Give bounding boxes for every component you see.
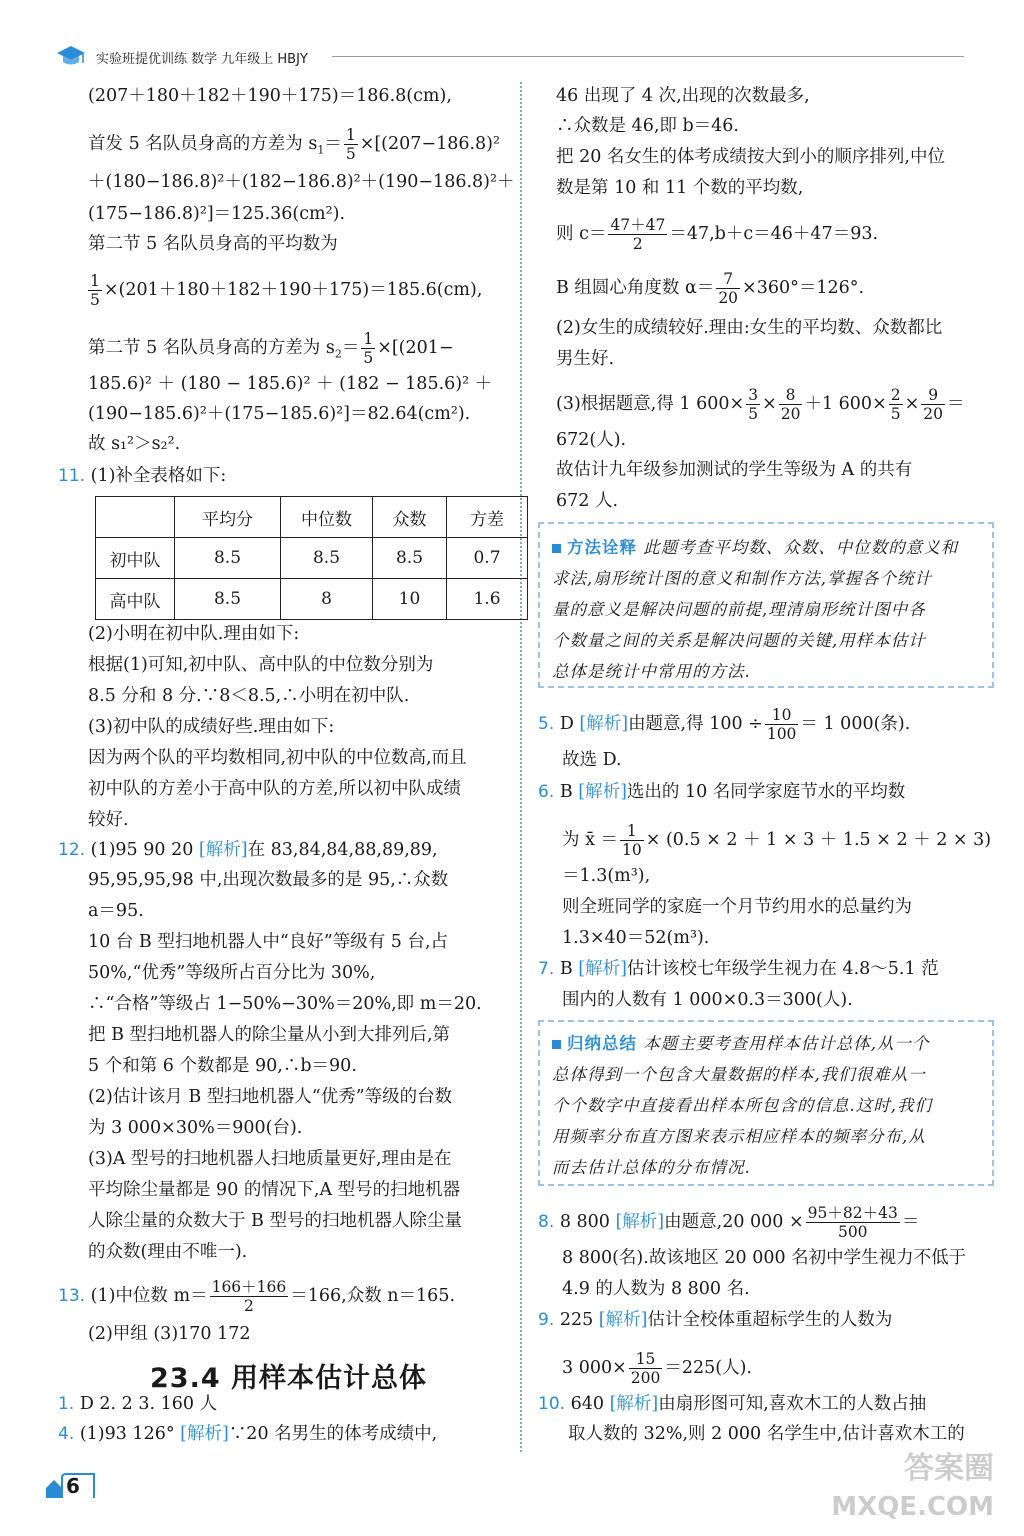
- fraction: $\frac{1}{5}$: [363, 330, 374, 367]
- table-cell: 1.6: [447, 579, 528, 620]
- question-12: 12. (1)95 90 20 [解析]在 83,84,84,88,89,89,: [58, 840, 438, 860]
- text-line: 8.5 分和 8 分.∵8＜8.5,∴小明在初中队.: [88, 686, 410, 706]
- text-line: ∴“合格”等级占 1−50%−30%＝20%,即 m＝20.: [88, 994, 482, 1014]
- note-line: 而去估计总体的分布情况.: [552, 1158, 751, 1177]
- table-cell: 8.5: [175, 579, 281, 620]
- formula-line: B 组圆心角度数 α＝ $\frac{7}{20}$ ×360°＝126°.: [556, 270, 865, 307]
- text-line: 初中队的方差小于高中队的方差,所以初中队成绩: [88, 779, 462, 799]
- text-line: 4.9 的人数为 8 800 名.: [562, 1279, 750, 1299]
- question-9: 9. 225 [解析]估计全校体重超标学生的人数为: [538, 1310, 893, 1330]
- text-line: (2)小明在初中队.理由如下:: [88, 624, 300, 644]
- analysis-tag: [解析]: [609, 1394, 659, 1414]
- analysis-tag: [解析]: [579, 714, 629, 734]
- text-line: (190−185.6)²＋(175−185.6)²]＝82.64(cm²).: [88, 404, 471, 424]
- question-13: 13. (1)中位数 m＝ $\frac{166+166}{2}$ ＝166,众数 n＝165.: [58, 1278, 456, 1315]
- text-line: 围内的人数有 1 000×0.3＝300(人).: [562, 990, 853, 1010]
- note-line: 个个数字中直接看出样本所包含的信息.这时,我们: [552, 1096, 932, 1115]
- summary-note-box: 归纳总结 本题主要考查用样本估计总体,从一个 总体得到一个包含大量数据的样本,我们很难从一 个个数字中直接看出样本所包含的信息.这时,我们 用频率分布直方图来表示相应样本的频率分布,从 而去估计总体的分布情况.: [538, 1020, 994, 1186]
- formula-line: $\frac{1}{5}$ ×(201＋180＋182＋190＋175)＝185.6(cm),: [90, 272, 483, 309]
- text-line: 8 800(名).故该地区 20 000 名初中学生视力不低于: [562, 1248, 967, 1268]
- text-line: 人除尘量的众数大于 B 型号的扫地机器人除尘量: [88, 1211, 462, 1231]
- table-cell: 初中队: [96, 538, 175, 579]
- table-cell: 8.5: [281, 538, 373, 579]
- method-note-box: 方法诠释 此题考查平均数、众数、中位数的意义和 求法,扇形统计图的意义和制作方法,掌握各个统计 量的意义是解决问题的前提,理清扇形统计图中各 个数量之间的关系是解决问题的关键,用样本估计 总体是统计中常用的方法.: [538, 522, 994, 688]
- quick-answers: 1. D 2. 2 3. 160 人: [58, 1394, 218, 1414]
- table-cell: 8: [281, 579, 373, 620]
- text-line: 因为两个队的平均数相同,初中队的中位数高,而且: [88, 748, 467, 768]
- text-line: 10 台 B 型扫地机器人中“良好”等级有 5 台,占: [88, 932, 449, 952]
- text-line: 672 人.: [556, 491, 619, 511]
- fraction: $\frac{47+47}{2}$: [610, 216, 666, 253]
- page-number-badge: [44, 1468, 100, 1502]
- fraction: $\frac{8}{20}$: [780, 386, 801, 423]
- table-cell: 8.5: [373, 538, 447, 579]
- table-cell: 0.7: [447, 538, 528, 579]
- analysis-tag: [解析]: [598, 1310, 648, 1330]
- text-line: 较好.: [88, 810, 129, 830]
- fraction: $\frac{1}{10}$: [622, 822, 642, 859]
- text-line: 46 出现了 4 次,出现的次数最多,: [556, 86, 810, 106]
- fraction: $\frac{15}{200}$: [630, 1350, 661, 1387]
- note-line: 总体得到一个包含大量数据的样本,我们很难从一: [552, 1065, 926, 1084]
- table-cell: [96, 497, 175, 538]
- table-header-cell: 众数: [373, 497, 447, 538]
- text-line: 1.3×40＝52(m³).: [562, 928, 710, 948]
- table-header-cell: 方差: [447, 497, 528, 538]
- formula-line: 为 x̄ ＝ $\frac{1}{10}$ × (0.5 × 2 ＋ 1 × 3 ＋ 1.5 × 2 ＋ 2 × 3): [562, 822, 992, 859]
- note-heading: 归纳总结: [567, 1034, 637, 1053]
- fraction: $\frac{10}{100}$: [766, 706, 797, 743]
- text-line: 故选 D.: [562, 750, 622, 770]
- fraction: $\frac{95+82+43}{500}$: [807, 1204, 898, 1241]
- fraction: $\frac{1}{5}$: [90, 272, 100, 309]
- note-heading: 方法诠释: [567, 538, 637, 557]
- table-cell: 高中队: [96, 579, 175, 620]
- text-line: ∴众数是 46,即 b＝46.: [556, 116, 739, 136]
- note-square-icon: [552, 544, 561, 553]
- formula-line: 首发 5 名队员身高的方差为 $s_1=$ $\frac{1}{5}$ ×[(207−186.8)²: [88, 126, 501, 163]
- text-line: (2)估计该月 B 型扫地机器人“优秀”等级的台数: [88, 1087, 453, 1107]
- question-11: 11. (1)补全表格如下:: [58, 466, 227, 486]
- table-header-row: [96, 497, 528, 538]
- table-row: [96, 538, 528, 579]
- table-cell: 10: [373, 579, 447, 620]
- text-line: 根据(1)可知,初中队、高中队的中位数分别为: [88, 655, 434, 675]
- note-line: 个数量之间的关系是解决问题的关键,用样本估计: [552, 631, 926, 650]
- formula-line: 3 000× $\frac{15}{200}$ ＝225(人).: [562, 1350, 752, 1387]
- fraction: $\frac{9}{20}$: [923, 386, 944, 423]
- text-line: (3)A 型号的扫地机器人扫地质量更好,理由是在: [88, 1149, 452, 1169]
- note-line: 用频率分布直方图来表示相应样本的频率分布,从: [552, 1127, 926, 1146]
- text-line: 平均除尘量都是 90 的情况下,A 型号的扫地机器: [88, 1180, 461, 1200]
- table-header-cell: 中位数: [281, 497, 373, 538]
- question-4: 4. (1)93 126° [解析]∵20 名男生的体考成绩中,: [58, 1424, 438, 1444]
- note-square-icon: [552, 1040, 561, 1049]
- text-line: 取人数的 32%,则 2 000 名学生中,估计喜欢木工的: [568, 1424, 965, 1444]
- table-cell: 8.5: [175, 538, 281, 579]
- text-line: 把 20 名女生的体考成绩按大到小的顺序排列,中位: [556, 147, 945, 167]
- analysis-tag: [解析]: [198, 840, 248, 860]
- table-row: [96, 579, 528, 620]
- analysis-tag: [解析]: [615, 1212, 665, 1232]
- header-rule: [332, 56, 964, 57]
- text-line: 的众数(理由不唯一).: [88, 1242, 248, 1262]
- page-number: 6: [66, 1474, 80, 1498]
- text-line: 95,95,95,98 中,出现次数最多的是 95,∴众数: [88, 870, 449, 890]
- fraction: $\frac{3}{5}$: [748, 386, 759, 423]
- analysis-tag: [解析]: [578, 782, 627, 802]
- fraction: $\frac{166+166}{2}$: [211, 1278, 287, 1315]
- question-10: 10. 640 [解析]由扇形图可知,喜欢木工的人数占抽: [538, 1394, 927, 1414]
- text-line: 数是第 10 和 11 个数的平均数,: [556, 178, 804, 198]
- text-line: (175−186.8)²]＝125.36(cm²).: [88, 204, 346, 224]
- text-line: 50%,“优秀”等级所占百分比为 30%,: [88, 963, 376, 983]
- fraction: $\frac{2}{5}$: [890, 386, 901, 423]
- note-line: 量的意义是解决问题的前提,理清扇形统计图中各: [552, 600, 926, 619]
- question-6: 6. B [解析]选出的 10 名同学家庭节水的平均数: [538, 782, 906, 802]
- text-line: a＝95.: [88, 901, 144, 921]
- text-line: (3)初中队的成绩好些.理由如下:: [88, 717, 335, 737]
- text-line: 185.6)² ＋ (180 − 185.6)² ＋ (182 − 185.6)² ＋: [88, 374, 493, 394]
- text-line: 为 3 000×30%＝900(台).: [88, 1118, 303, 1138]
- text-line: 男生好.: [556, 349, 615, 369]
- question-5: 5. D [解析]由题意,得 100 ÷ $\frac{10}{100}$ ＝ 1 000(条).: [538, 706, 911, 743]
- text-line: 故估计九年级参加测试的学生等级为 A 的共有: [556, 460, 913, 480]
- text-line: (2)女生的成绩较好.理由:女生的平均数、众数都比: [556, 318, 943, 338]
- text-line: 则全班同学的家庭一个月节约用水的总量约为: [562, 897, 912, 917]
- watermark: 答案圈 MXQE.COM: [831, 1451, 994, 1522]
- text-line: 故 s₁²＞s₂².: [88, 434, 181, 454]
- header-title: 实验班提优训练 数学 九年级上 HBJY: [96, 52, 308, 67]
- page-header: [0, 0, 1024, 70]
- section-title: 23.4 用样本估计总体: [150, 1363, 428, 1394]
- text-line: ＝1.3(m³),: [562, 866, 651, 886]
- text-line: 5 个和第 6 个数都是 90,∴b＝90.: [88, 1056, 357, 1076]
- formula-line: (3)根据题意,得 1 600× $\frac{3}{5}$ × $\frac{8}{20}$ ＋1 600× $\frac{2}{5}$ × $\frac{9}{20}$ ＝: [556, 386, 965, 423]
- formula-line: 第二节 5 名队员身高的方差为 $s_2=$ $\frac{1}{5}$ ×[(201−: [88, 330, 454, 367]
- fraction: $\frac{7}{20}$: [718, 270, 739, 307]
- column-divider: [520, 82, 522, 1452]
- question-8: 8. 8 800 [解析]由题意,20 000 × $\frac{95+82+43}{500}$ ＝: [538, 1204, 920, 1241]
- stats-table: [95, 496, 528, 620]
- text-line: 第二节 5 名队员身高的平均数为: [88, 234, 338, 254]
- text-line: ＋(180−186.8)²＋(182−186.8)²＋(190−186.8)²＋: [88, 172, 515, 192]
- fraction: $\frac{1}{5}$: [345, 126, 356, 163]
- table-header-cell: 平均分: [175, 497, 281, 538]
- text-line: 把 B 型扫地机器人的除尘量从小到大排列后,第: [88, 1025, 451, 1045]
- graduation-cap-icon: [56, 44, 86, 68]
- note-line: 总体是统计中常用的方法.: [552, 662, 751, 681]
- note-line: 求法,扇形统计图的意义和制作方法,掌握各个统计: [552, 569, 932, 588]
- analysis-tag: [解析]: [180, 1424, 229, 1444]
- text-line: (207＋180＋182＋190＋175)＝186.8(cm),: [88, 86, 452, 106]
- text-line: 672(人).: [556, 430, 627, 450]
- question-7: 7. B [解析]估计该校七年级学生视力在 4.8～5.1 范: [538, 959, 939, 979]
- text-line: (2)甲组 (3)170 172: [88, 1324, 251, 1344]
- formula-line: 则 c＝ $\frac{47+47}{2}$ ＝47,b＋c＝46＋47＝93.: [556, 216, 879, 253]
- analysis-tag: [解析]: [578, 959, 627, 979]
